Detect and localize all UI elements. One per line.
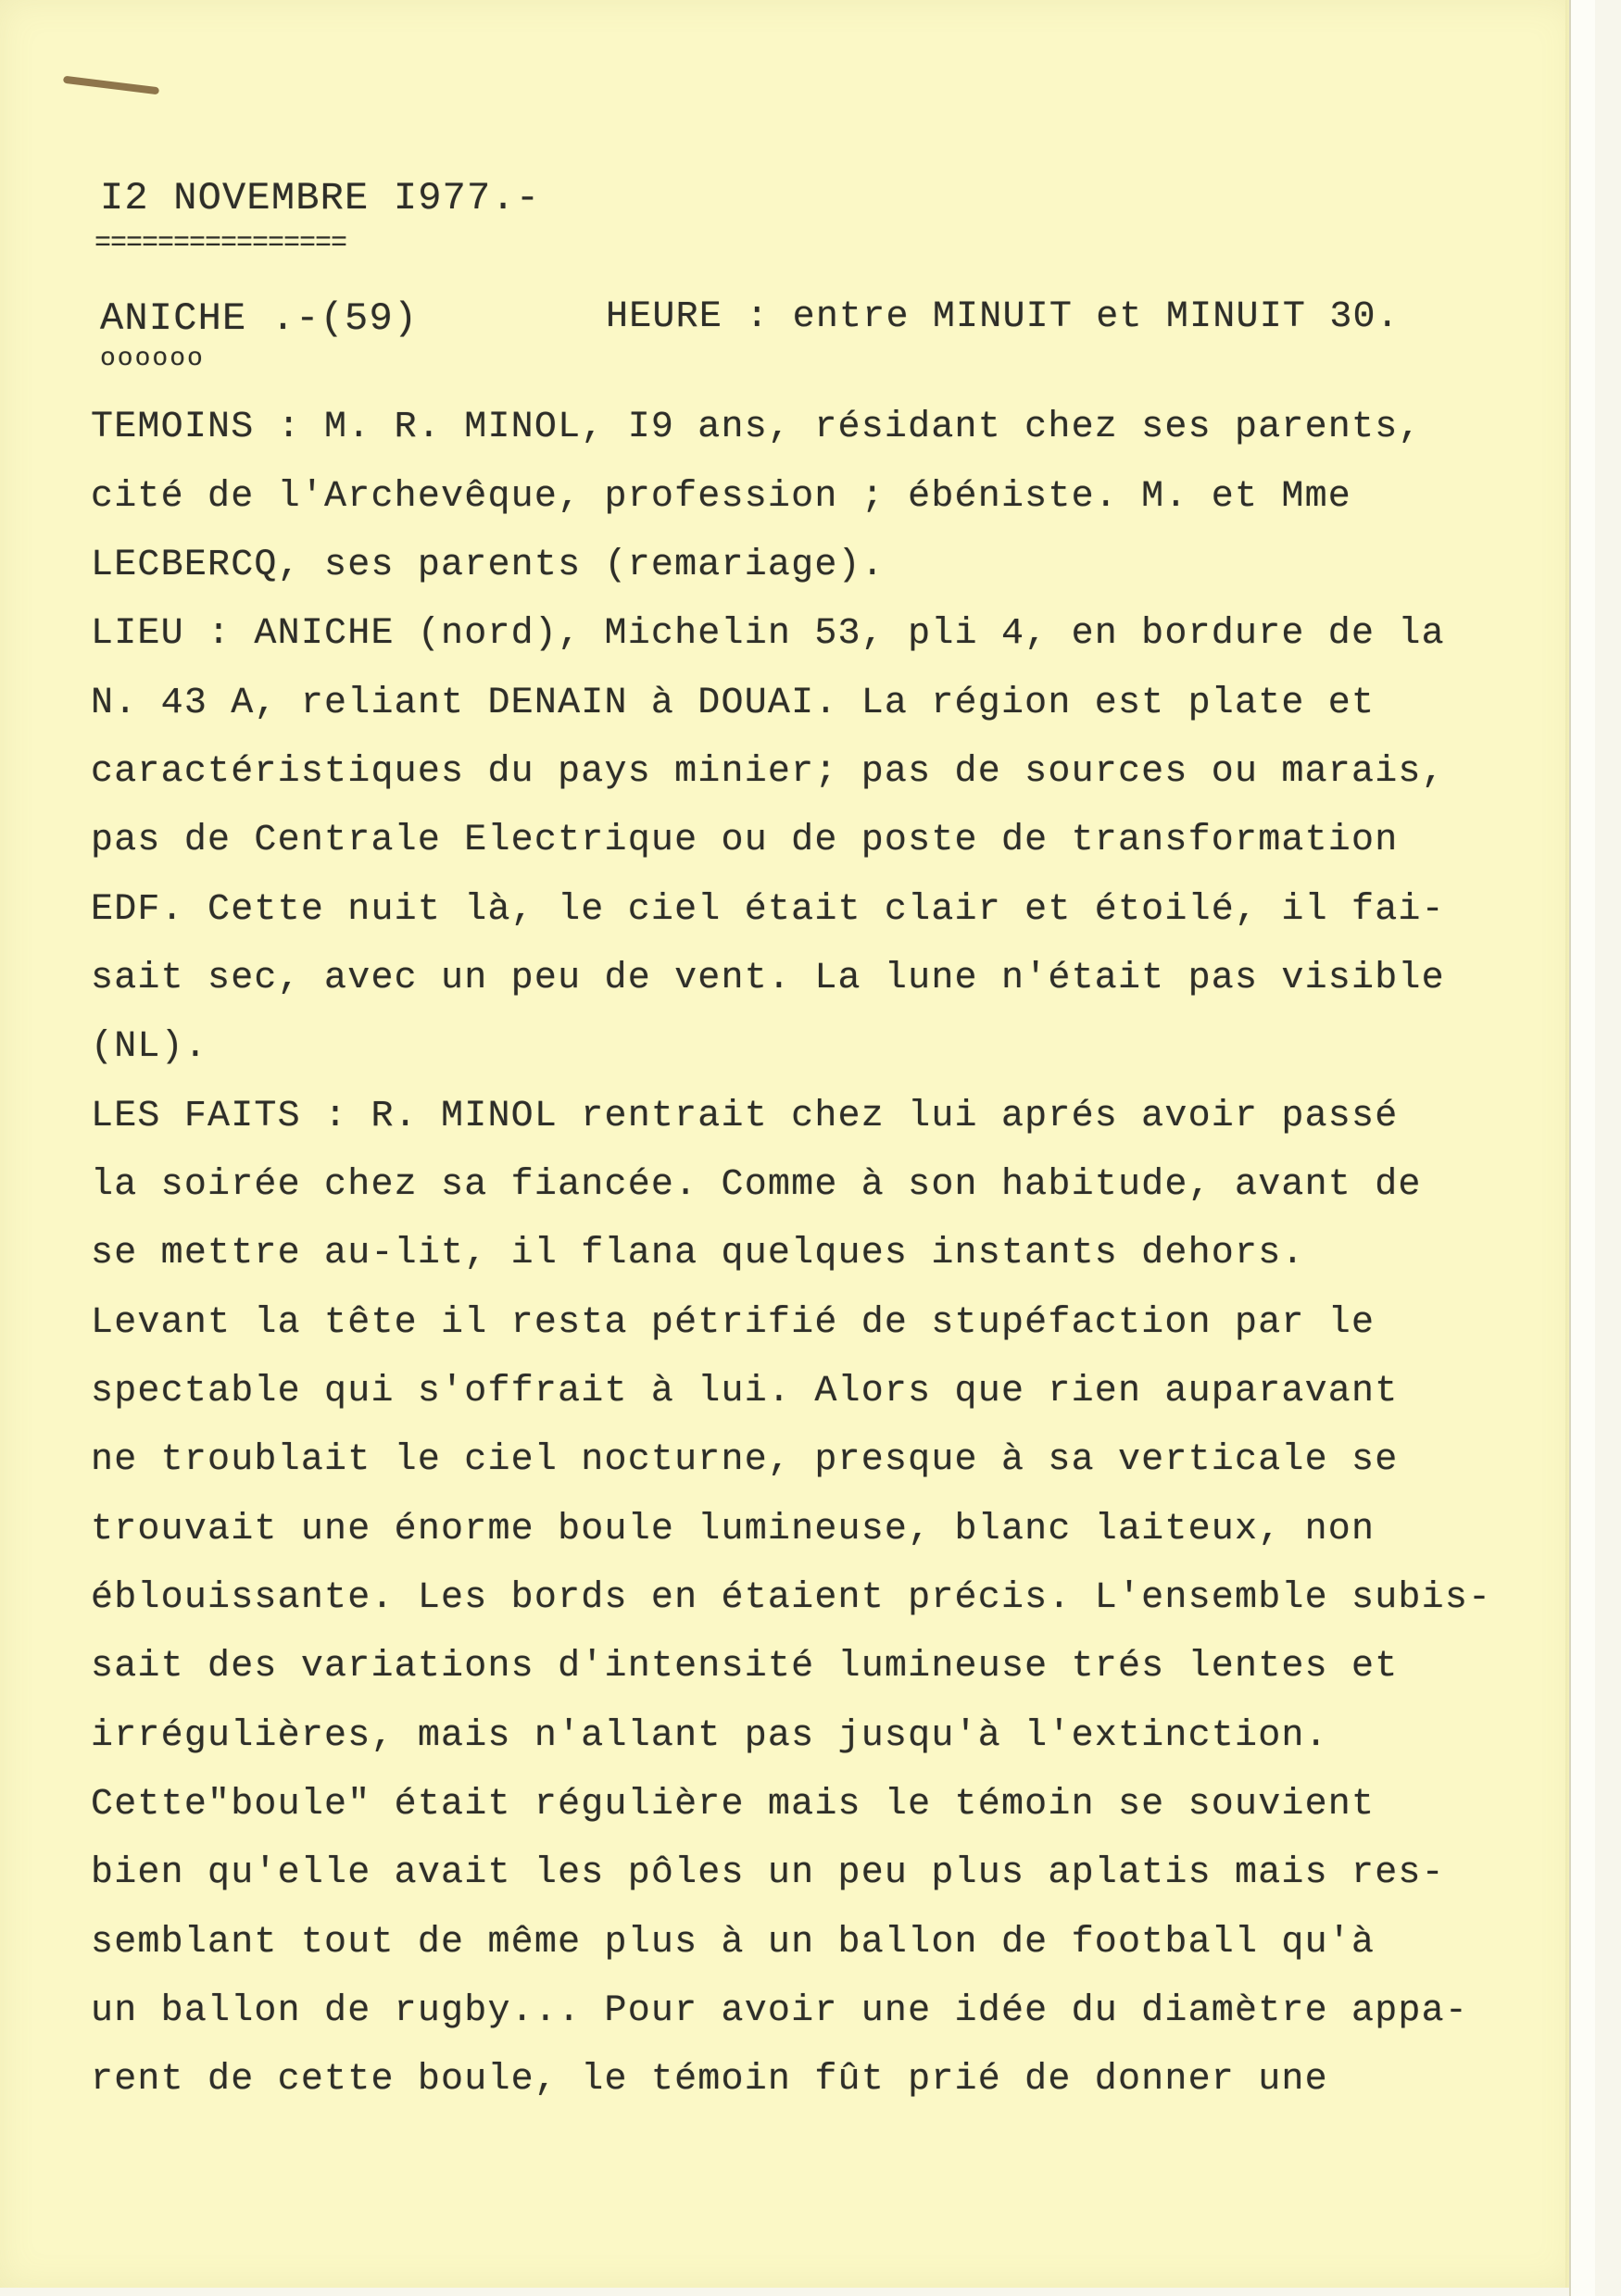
text-line: rent de cette boule, le témoin fût prié de donner une	[91, 2059, 1328, 2101]
text-line: cité de l'Archevêque, profession ; ébéniste. M. et Mme	[91, 476, 1352, 518]
date-underline: ================	[94, 228, 347, 259]
place-underline: oooooo	[100, 345, 205, 373]
report-place: ANICHE .-(59)	[100, 296, 419, 341]
text-line: (NL).	[91, 1026, 208, 1068]
text-line: caractéristiques du pays minier; pas de sources ou marais,	[91, 751, 1445, 793]
text-line: bien qu'elle avait les pôles un peu plus aplatis mais res-	[91, 1852, 1445, 1894]
text-line: LIEU : ANICHE (nord), Michelin 53, pli 4, en bordure de la	[91, 613, 1445, 655]
report-date: I2 NOVEMBRE I977.-	[100, 176, 541, 220]
report-time: HEURE : entre MINUIT et MINUIT 30.	[606, 296, 1400, 338]
underlying-sheet-strip	[1569, 0, 1595, 2296]
text-line: EDF. Cette nuit là, le ciel était clair et étoilé, il fai-	[91, 889, 1445, 931]
text-line: trouvait une énorme boule lumineuse, blanc laiteux, non	[91, 1509, 1376, 1550]
text-line: N. 43 A, reliant DENAIN à DOUAI. La région est plate et	[91, 683, 1376, 724]
text-line: TEMOINS : M. R. MINOL, I9 ans, résidant chez ses parents,	[91, 407, 1422, 448]
text-line: se mettre au-lit, il flana quelques instants dehors.	[91, 1233, 1305, 1274]
text-line: Levant la tête il resta pétrifié de stupéfaction par le	[91, 1302, 1376, 1344]
text-line: sait des variations d'intensité lumineuse trés lentes et	[91, 1646, 1399, 1687]
text-line: la soirée chez sa fiancée. Comme à son habitude, avant de	[91, 1164, 1422, 1206]
text-line: ne troublait le ciel nocturne, presque à sa verticale se	[91, 1439, 1399, 1481]
text-line: pas de Centrale Electrique ou de poste de transformation	[91, 820, 1399, 861]
text-line: un ballon de rugby... Pour avoir une idée du diamètre appa-	[91, 1990, 1469, 2032]
text-line: spectable qui s'offrait à lui. Alors que rien auparavant	[91, 1371, 1399, 1412]
text-line: irrégulières, mais n'allant pas jusqu'à l'extinction.	[91, 1715, 1328, 1757]
text-line: sait sec, avec un peu de vent. La lune n'était pas visible	[91, 958, 1445, 999]
text-line: LECBERCQ, ses parents (remariage).	[91, 545, 885, 586]
text-line: LES FAITS : R. MINOL rentrait chez lui aprés avoir passé	[91, 1096, 1399, 1137]
text-line: éblouissante. Les bords en étaient précis. L'ensemble subis-	[91, 1577, 1492, 1619]
text-line: Cette"boule" était régulière mais le témoin se souvient	[91, 1784, 1376, 1826]
text-line: semblant tout de même plus à un ballon de football qu'à	[91, 1922, 1376, 1964]
